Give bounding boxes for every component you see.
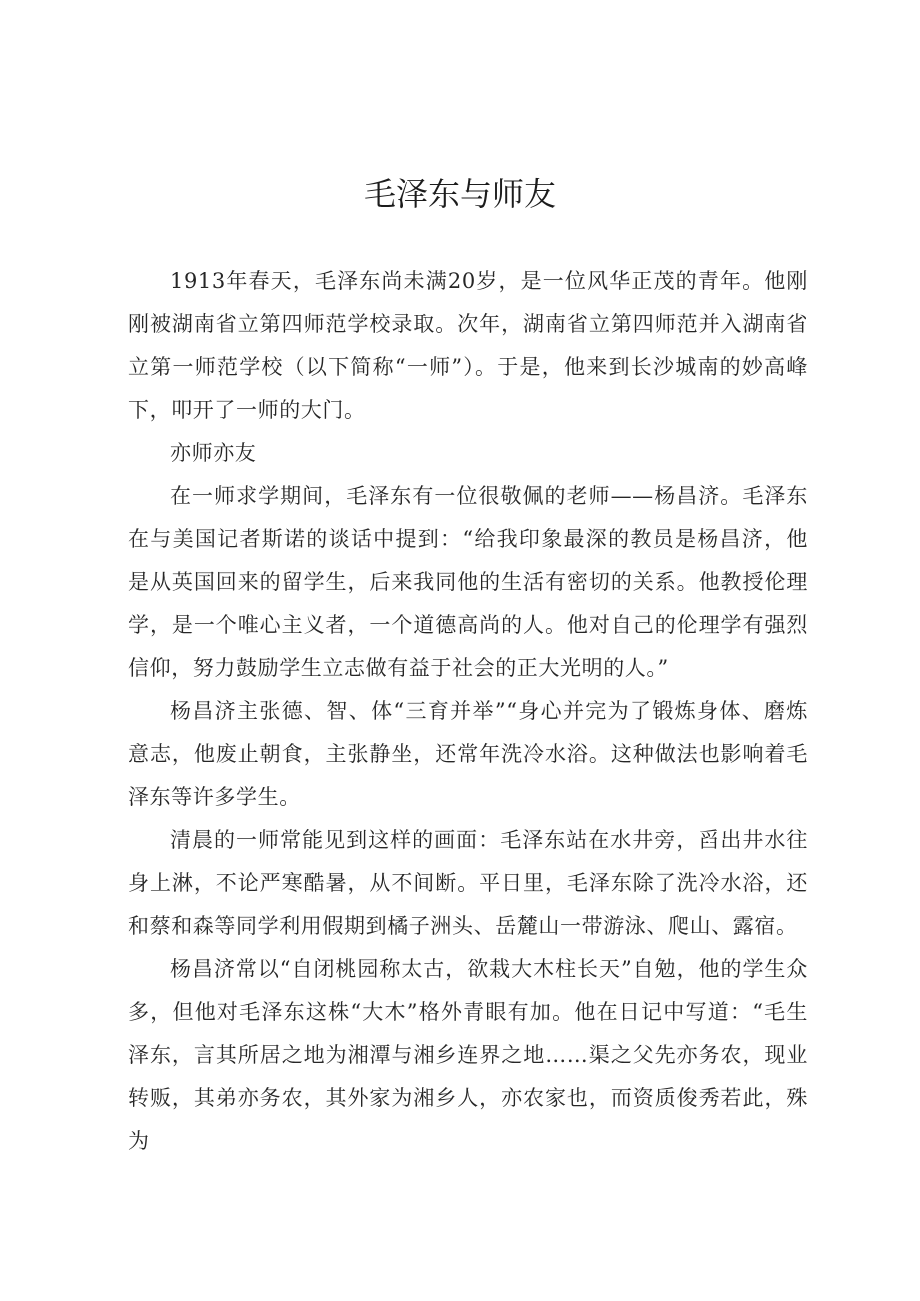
section-heading: 亦师亦友: [170, 441, 257, 465]
paragraph-morning-bath: 清晨的一师常能见到这样的画面：毛泽东站在水井旁，舀出井水往身上淋，不论严寒酷暑，从不间断。平日里，毛泽东除了洗冷水浴，还和蔡和森等同学利用假期到橘子洲头、岳麓山一带游泳、爬山、露宿。: [128, 828, 808, 938]
paragraph-three-educations: 杨昌济主张德、智、体“三育并举”“身心并完为了锻炼身体、磨炼意志，他废止朝食，主张静坐，还常年洗冷水浴。这种做法也影响着毛泽东等许多学生。: [128, 699, 808, 809]
paragraph-yang-changji: 在一师求学期间，毛泽东有一位很敬佩的老师——杨昌济。毛泽东在与美国记者斯诺的谈话中提到：“给我印象最深的教员是杨昌济，他是从英国回来的留学生，后来我同他的生活有密切的关系。他教授伦理学，是一个唯心主义者，一个道德高尚的人。他对自己的伦理学有强烈信仰，努力鼓励学生立志做有益于社会的正大光明的人。”: [128, 484, 808, 680]
document-title: 毛泽东与师友: [363, 175, 556, 213]
document-body: [128, 260, 808, 1163]
paragraph-diary: 杨昌济常以“自闭桃园称太古，欲栽大木柱长天”自勉，他的学生众多，但他对毛泽东这株“大木”格外青眼有加。他在日记中写道：“毛生泽东，言其所居之地为湘潭与湘乡连界之地……渠之父先亦务农，现业转贩，其弟亦务农，其外家为湘乡人，亦农家也，而资质俊秀若此，殊为: [128, 957, 808, 1153]
paragraph-intro: 1913年春天，毛泽东尚未满20岁，是一位风华正茂的青年。他刚刚被湖南省立第四师范学校录取。次年，湖南省立第四师范并入湖南省立第一师范学校（以下简称“一师”）。于是，他来到长沙城南的妙高峰下，叩开了一师的大门。: [128, 269, 808, 422]
